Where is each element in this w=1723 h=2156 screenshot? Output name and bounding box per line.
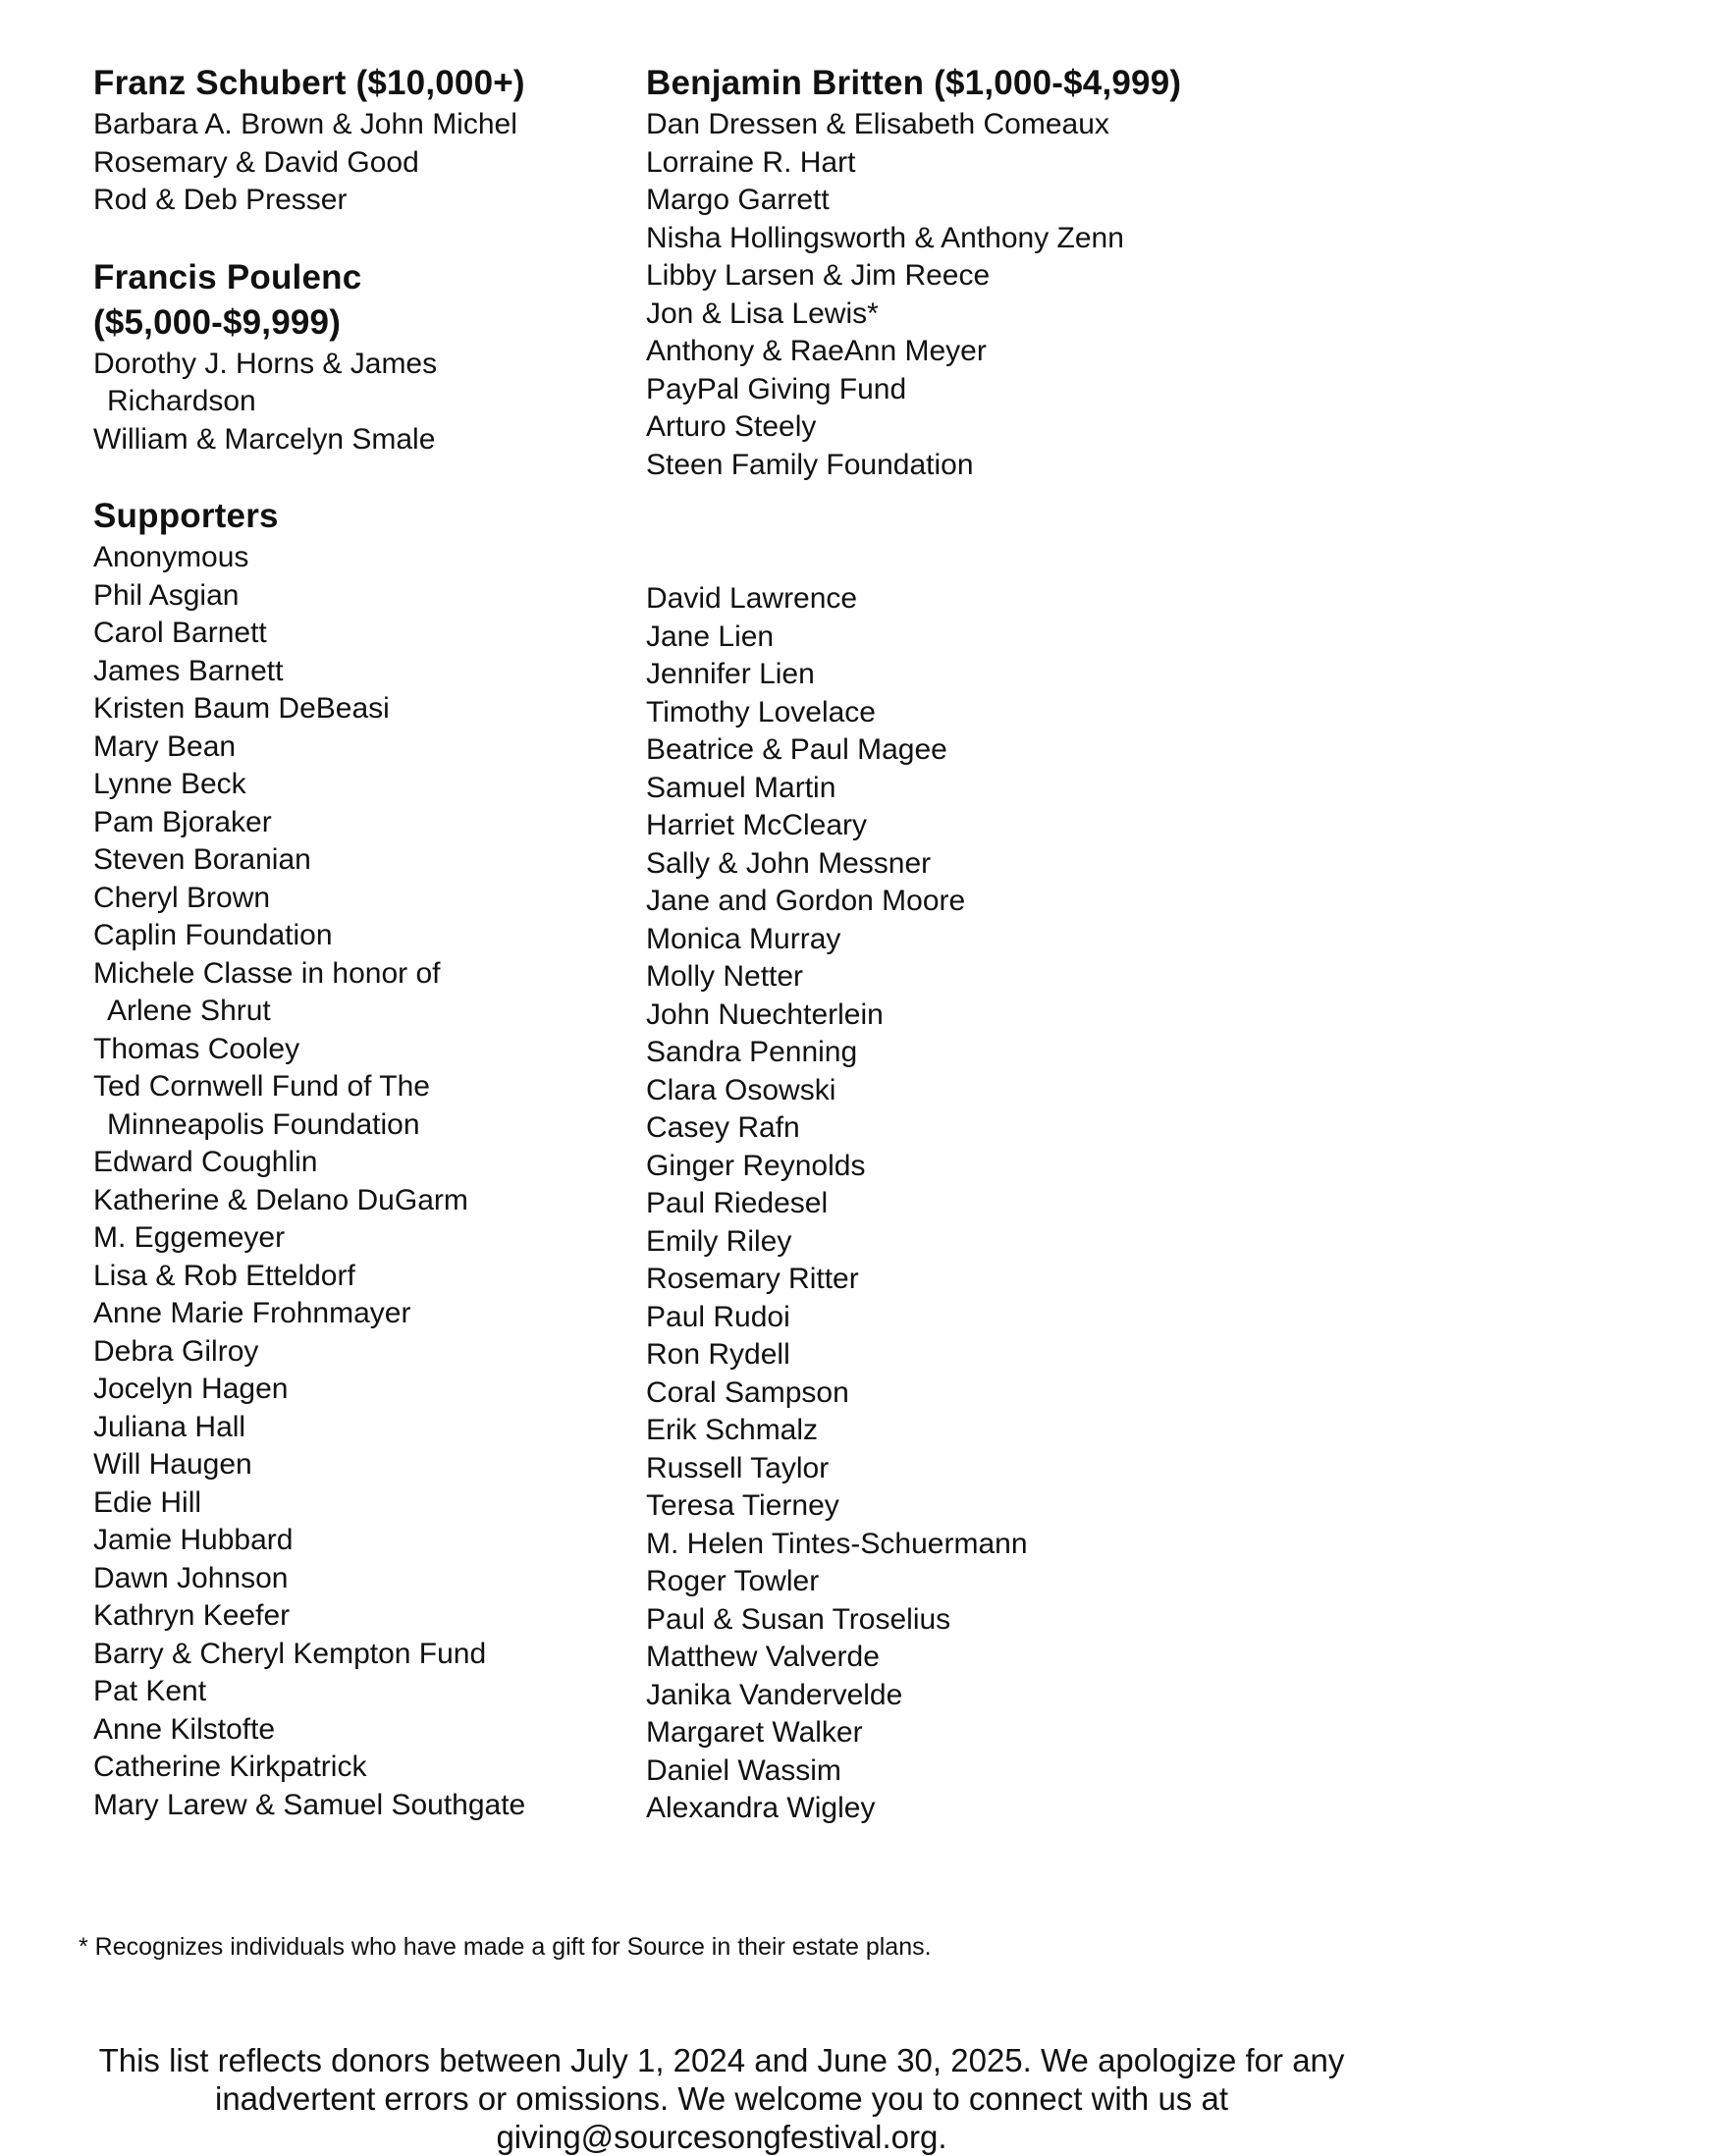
donor-name: Anne Kilstofte: [93, 1712, 276, 1746]
poulenc-donor-list: [93, 346, 623, 459]
supporters-left-list: [93, 539, 623, 1824]
donor-name: Barbara A. Brown & John Michel: [93, 108, 517, 140]
donor-name: Kristen Baum DeBeasi: [93, 692, 390, 725]
donor-name: Dorothy J. Horns & James: [93, 347, 438, 380]
donor-name: Sandra Penning: [646, 1036, 858, 1068]
donor-name: Mary Larew & Samuel Southgate: [93, 1788, 526, 1821]
donor-name: Beatrice & Paul Magee: [646, 733, 947, 766]
donor-name: Margo Garrett: [646, 184, 830, 216]
donor-name: Carol Barnett: [93, 617, 267, 649]
donor-name: Libby Larsen & Jim Reece: [646, 259, 991, 292]
donor-name: Ted Cornwell Fund of The: [93, 1070, 430, 1103]
donor-name: Steven Boranian: [93, 843, 311, 876]
closing-line-2: inadvertent errors or omissions. We welcome you to connect with us at: [214, 2080, 1228, 2117]
donor-name: Dawn Johnson: [93, 1561, 289, 1594]
donor-name: Caplin Foundation: [93, 919, 333, 951]
donor-name: Roger Towler: [646, 1565, 820, 1597]
donor-name: Edie Hill: [93, 1485, 202, 1519]
donor-name: Matthew Valverde: [646, 1641, 880, 1673]
donor-name: Jennifer Lien: [646, 658, 815, 690]
donor-name: Edward Coughlin: [93, 1146, 318, 1178]
donor-name: William & Marcelyn Smale: [93, 422, 436, 456]
donor-name: Jon & Lisa Lewis*: [646, 296, 879, 330]
donor-name: M. Helen Tintes-Schuermann: [646, 1527, 1028, 1560]
donor-name: Thomas Cooley: [93, 1032, 300, 1065]
donor-name: Anne Marie Frohnmayer: [93, 1297, 411, 1329]
donor-name: Paul Riedesel: [646, 1187, 829, 1219]
donor-name-continued: Arlene Shrut: [107, 995, 271, 1027]
closing-line-3: giving@sourcesongfestival.org.: [496, 2119, 947, 2155]
donor-name: Rod & Deb Presser: [93, 184, 348, 216]
donor-name: Steen Family Foundation: [646, 448, 974, 481]
supporters-right-column: [646, 580, 1530, 1828]
donor-name: Arturo Steely: [646, 410, 817, 443]
britten-heading: Benjamin Britten ($1,000-$4,999): [646, 64, 1182, 102]
donor-name: Pam Bjoraker: [93, 805, 272, 838]
donor-name: Barry & Cheryl Kempton Fund: [93, 1637, 487, 1670]
donor-name: Catherine Kirkpatrick: [93, 1751, 367, 1783]
right-column: [646, 61, 1530, 484]
donor-name: Alexandra Wigley: [646, 1792, 876, 1824]
donor-name: Samuel Martin: [646, 771, 836, 804]
supporters-heading: Supporters: [93, 497, 279, 535]
donor-name: Ron Rydell: [646, 1338, 790, 1371]
donor-name: Lynne Beck: [93, 768, 246, 800]
donor-name: Monica Murray: [646, 922, 841, 955]
donor-name: Jocelyn Hagen: [93, 1373, 289, 1405]
donor-name: Lorraine R. Hart: [646, 145, 856, 179]
poulenc-heading-line1: Francis Poulenc: [93, 257, 362, 296]
donor-name: Anonymous: [93, 541, 249, 573]
donor-name: Anthony & RaeAnn Meyer: [646, 335, 987, 367]
donor-name: Sally & John Messner: [646, 846, 932, 880]
donor-name: Paul Rudoi: [646, 1300, 790, 1333]
donor-name: Lisa & Rob Etteldorf: [93, 1259, 355, 1292]
donor-name: Pat Kent: [93, 1675, 207, 1707]
donor-name: Debra Gilroy: [93, 1334, 259, 1368]
donor-name: James Barnett: [93, 654, 284, 687]
donor-name: PayPal Giving Fund: [646, 372, 907, 405]
donor-name: Rosemary & David Good: [93, 145, 419, 179]
donor-name: Katherine & Delano DuGarm: [93, 1183, 468, 1216]
donor-name: Juliana Hall: [93, 1410, 246, 1443]
donor-name: Phil Asgian: [93, 578, 240, 612]
donor-name: David Lawrence: [646, 582, 858, 615]
left-column: [93, 61, 623, 1824]
donor-name: Will Haugen: [93, 1448, 252, 1481]
closing-line-1: This list reflects donors between July 1, 2024 and June 30, 2025. We apologize for any: [98, 2042, 1345, 2078]
donor-name: Emily Riley: [646, 1224, 792, 1258]
closing-statement: [49, 2041, 1394, 2156]
donor-name: Molly Netter: [646, 960, 804, 993]
donor-name: Jane Lien: [646, 620, 775, 653]
donor-name: Michele Classe in honor of: [93, 956, 441, 990]
donor-name: Coral Sampson: [646, 1375, 849, 1409]
britten-donor-list: [646, 106, 1530, 484]
donor-name: Nisha Hollingsworth & Anthony Zenn: [646, 221, 1124, 254]
donor-name: Cheryl Brown: [93, 881, 271, 914]
donor-name: Paul & Susan Troselius: [646, 1602, 951, 1636]
donor-name: John Nuechterlein: [646, 997, 884, 1031]
estate-plans-footnote: * Recognizes individuals who have made a gift for Source in their estate plans.: [79, 1933, 932, 1961]
donor-name: Daniel Wassim: [646, 1753, 841, 1787]
donor-name: Rosemary Ritter: [646, 1263, 859, 1295]
donor-name: Erik Schmalz: [646, 1414, 819, 1446]
donor-name: Dan Dressen & Elisabeth Comeaux: [646, 108, 1109, 140]
donor-name: Timothy Lovelace: [646, 695, 876, 728]
donor-name: Harriet McCleary: [646, 809, 868, 841]
donor-name-continued: Minneapolis Foundation: [107, 1107, 420, 1141]
donor-name: Jane and Gordon Moore: [646, 885, 966, 917]
donor-name: Russell Taylor: [646, 1451, 830, 1484]
donor-name: Casey Rafn: [646, 1111, 800, 1144]
donor-name: Ginger Reynolds: [646, 1149, 866, 1182]
donor-name: M. Eggemeyer: [93, 1221, 286, 1254]
donor-name: Clara Osowski: [646, 1073, 836, 1106]
supporters-right-list: [646, 580, 1530, 1828]
donor-name-continued: Richardson: [107, 385, 256, 417]
donor-name: Margaret Walker: [646, 1716, 863, 1749]
donor-name: Kathryn Keefer: [93, 1599, 291, 1632]
donor-name: Mary Bean: [93, 729, 237, 763]
donor-name: Janika Vandervelde: [646, 1678, 903, 1711]
poulenc-heading-line2: ($5,000-$9,999): [93, 302, 342, 342]
donor-name: Teresa Tierney: [646, 1489, 839, 1522]
donor-name: Jamie Hubbard: [93, 1524, 294, 1556]
schubert-heading: Franz Schubert ($10,000+): [93, 64, 525, 102]
schubert-donor-list: [93, 106, 623, 220]
